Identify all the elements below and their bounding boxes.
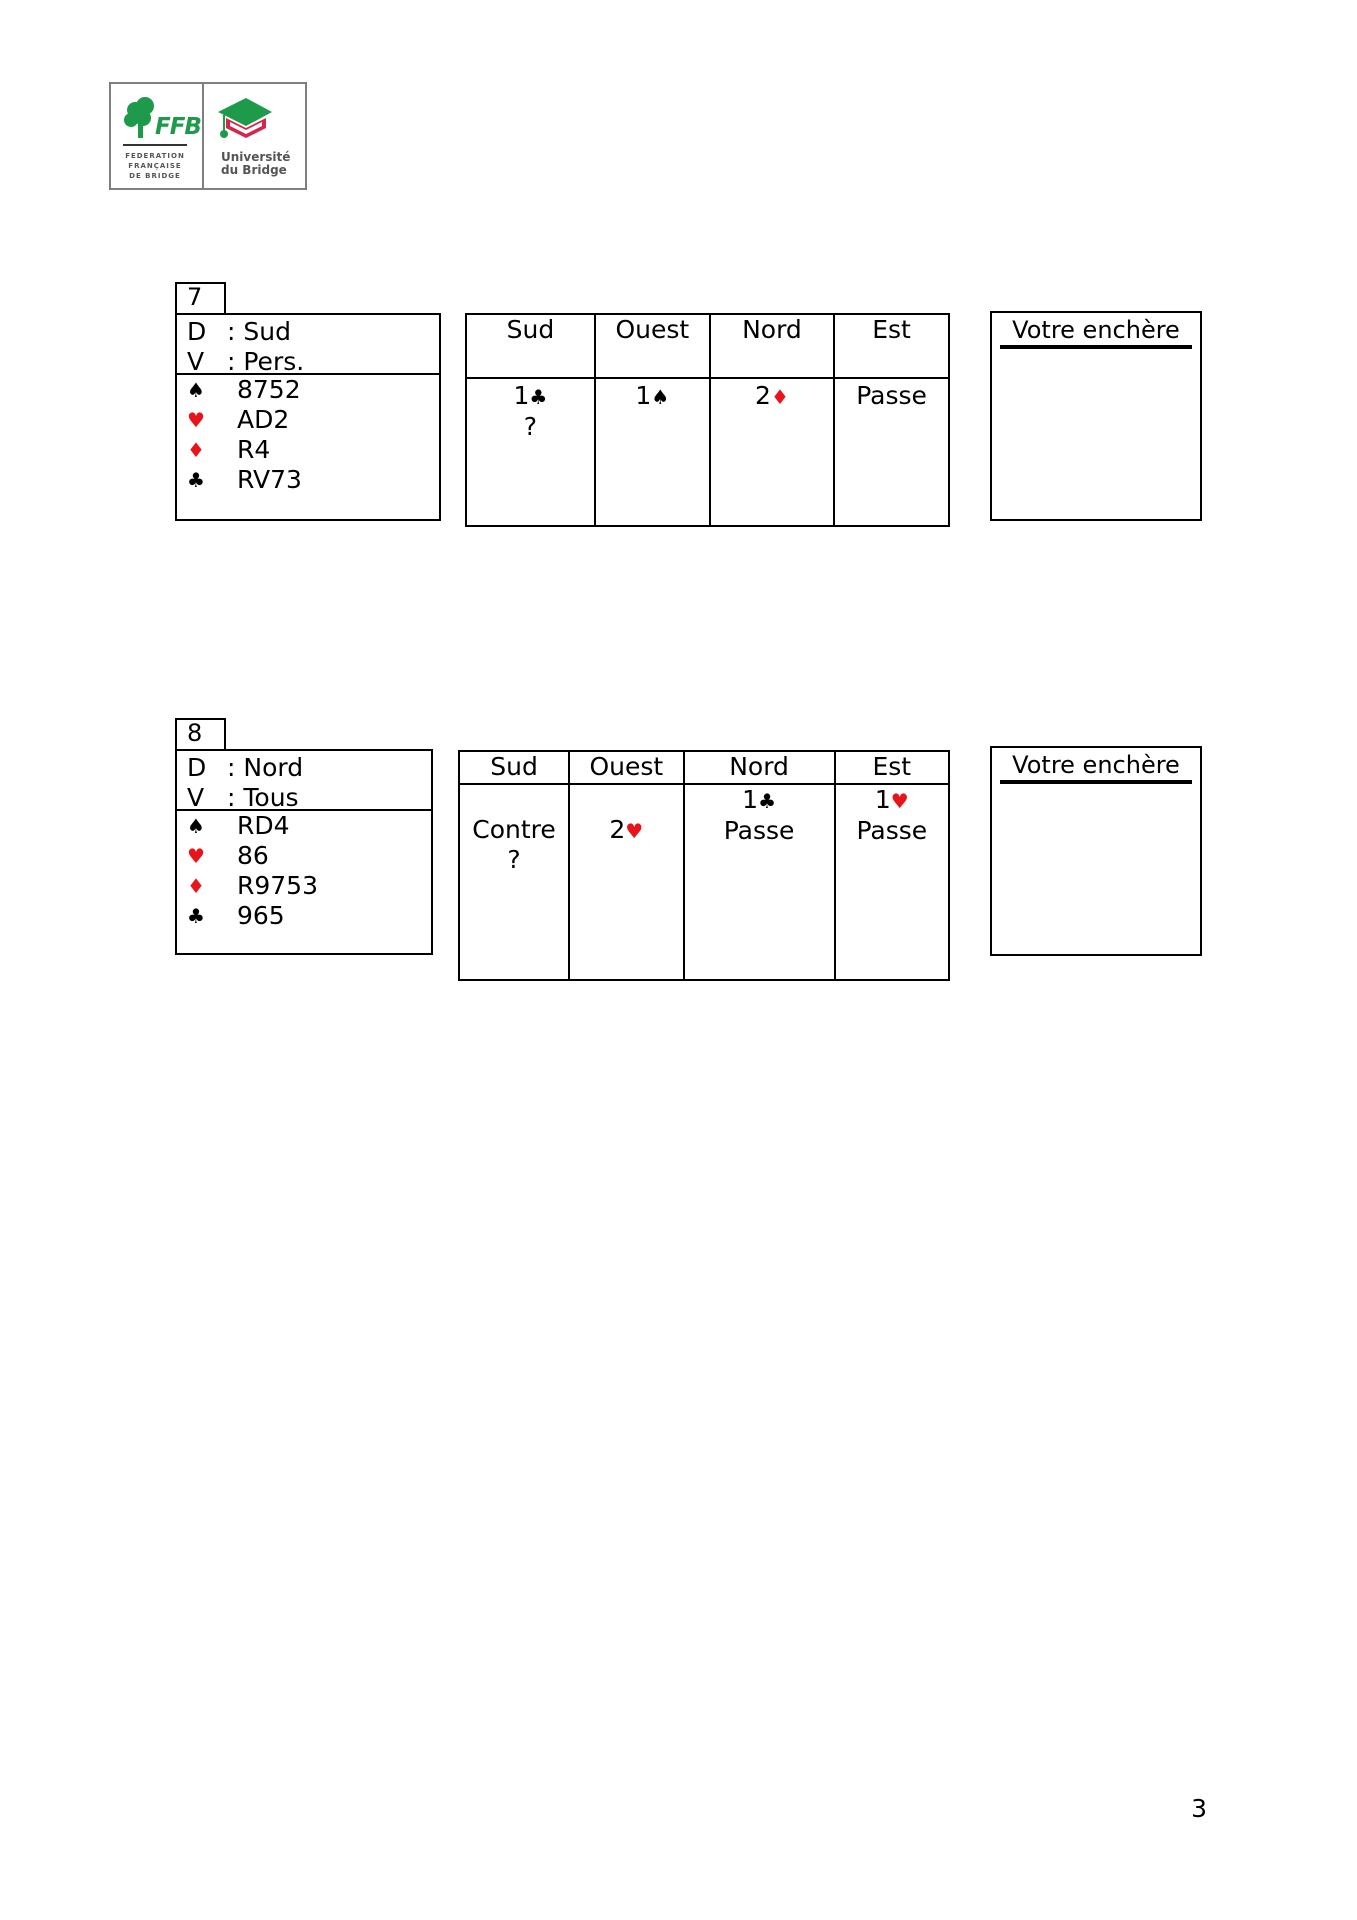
- bid: 1: [874, 785, 891, 814]
- spades-cards: RD4: [237, 811, 290, 840]
- dealer-vuln: [177, 751, 431, 811]
- bid-empty: [460, 785, 568, 815]
- page-number: 3: [1191, 1794, 1207, 1823]
- spade-icon: ♠: [187, 378, 205, 402]
- graduation-cap-icon: [212, 94, 276, 144]
- col-header-sud: Sud: [466, 314, 595, 378]
- logo: [109, 82, 307, 190]
- heart-icon: ♥: [890, 789, 909, 813]
- bidding-table: [465, 313, 950, 527]
- col-header-est: Est: [835, 751, 949, 784]
- bid: Passe: [856, 816, 928, 845]
- answer-box[interactable]: [990, 311, 1202, 521]
- colon: :: [227, 317, 244, 346]
- spade-icon: ♠: [651, 385, 670, 409]
- bid-question: ?: [523, 412, 538, 441]
- dealer-value: Sud: [243, 317, 291, 346]
- vuln-value: Tous: [243, 783, 299, 812]
- club-icon: ♣: [187, 904, 205, 928]
- bid-cell-sud: [459, 784, 569, 980]
- bid: Passe: [723, 816, 795, 845]
- col-header-ouest: Ouest: [569, 751, 684, 784]
- diamond-icon: ♦: [770, 385, 789, 409]
- spades-cards: 8752: [237, 375, 301, 404]
- bid: Passe: [856, 381, 927, 410]
- ffb-logo: [111, 84, 204, 188]
- diamonds-cards: R9753: [237, 871, 318, 900]
- diamonds-cards: R4: [237, 435, 271, 464]
- bid: 1: [513, 381, 530, 410]
- bidding-table: [458, 750, 950, 981]
- club-icon: ♣: [758, 789, 776, 813]
- hand-cards: [177, 811, 431, 931]
- bid: 2: [609, 815, 626, 844]
- club-icon: ♣: [187, 468, 205, 492]
- clubs-cards: RV73: [237, 465, 302, 494]
- bid: 2: [755, 381, 771, 410]
- vuln-value: Pers.: [243, 347, 305, 376]
- colon: :: [227, 753, 244, 782]
- hand-cards: [177, 375, 439, 495]
- vuln-label: V: [187, 347, 205, 376]
- answer-label: Votre enchère: [1000, 748, 1192, 784]
- universite-text: [221, 151, 290, 177]
- bid-cell-nord: [684, 784, 835, 980]
- universite-logo: [204, 84, 305, 188]
- bid-cell-ouest: [595, 378, 710, 526]
- col-header-sud: Sud: [459, 751, 569, 784]
- bid-cell-est: [835, 784, 949, 980]
- heart-icon: ♥: [187, 844, 205, 868]
- ffb-logo-text: FFB: [155, 114, 201, 140]
- hearts-cards: AD2: [237, 405, 290, 434]
- hand-number-box: 8: [175, 718, 226, 751]
- diamond-icon: ♦: [187, 438, 205, 462]
- ffb-sub-1: FEDERATION: [125, 152, 185, 160]
- bid: Contre: [472, 815, 556, 844]
- dealer-vuln: [177, 315, 439, 375]
- universite-line-2: du Bridge: [221, 163, 287, 177]
- dealer-value: Nord: [243, 753, 304, 782]
- bid-question: ?: [507, 845, 521, 874]
- col-header-est: Est: [834, 314, 949, 378]
- bid-cell-nord: [710, 378, 834, 526]
- col-header-nord: Nord: [710, 314, 834, 378]
- dealer-label: D: [187, 317, 207, 346]
- ffb-sub-3: DE BRIDGE: [129, 172, 181, 180]
- bid-cell-est: [834, 378, 949, 526]
- bid: 1: [742, 785, 759, 814]
- heart-icon: ♥: [187, 408, 205, 432]
- diamond-icon: ♦: [187, 874, 205, 898]
- club-icon: ♣: [529, 385, 548, 409]
- colon: :: [227, 347, 244, 376]
- clubs-cards: 965: [237, 901, 285, 930]
- bid-cell-sud: [466, 378, 595, 526]
- logo-divider: [123, 144, 187, 146]
- answer-box[interactable]: [990, 746, 1202, 956]
- hand-info-box: [175, 313, 441, 521]
- colon: :: [227, 783, 244, 812]
- heart-icon: ♥: [625, 819, 644, 843]
- universite-line-1: Université: [221, 150, 291, 164]
- col-header-nord: Nord: [684, 751, 835, 784]
- hand-info-box: [175, 749, 433, 955]
- vuln-label: V: [187, 783, 205, 812]
- bid-cell-ouest: [569, 784, 684, 980]
- ffb-sub-2: FRANÇAISE: [128, 162, 182, 170]
- dealer-label: D: [187, 753, 207, 782]
- bid-empty: [570, 785, 683, 815]
- hand-number-box: 7: [175, 282, 226, 315]
- hearts-cards: 86: [237, 841, 269, 870]
- col-header-ouest: Ouest: [595, 314, 710, 378]
- spade-icon: ♠: [187, 814, 205, 838]
- bid: 1: [635, 381, 652, 410]
- answer-label: Votre enchère: [1000, 313, 1192, 349]
